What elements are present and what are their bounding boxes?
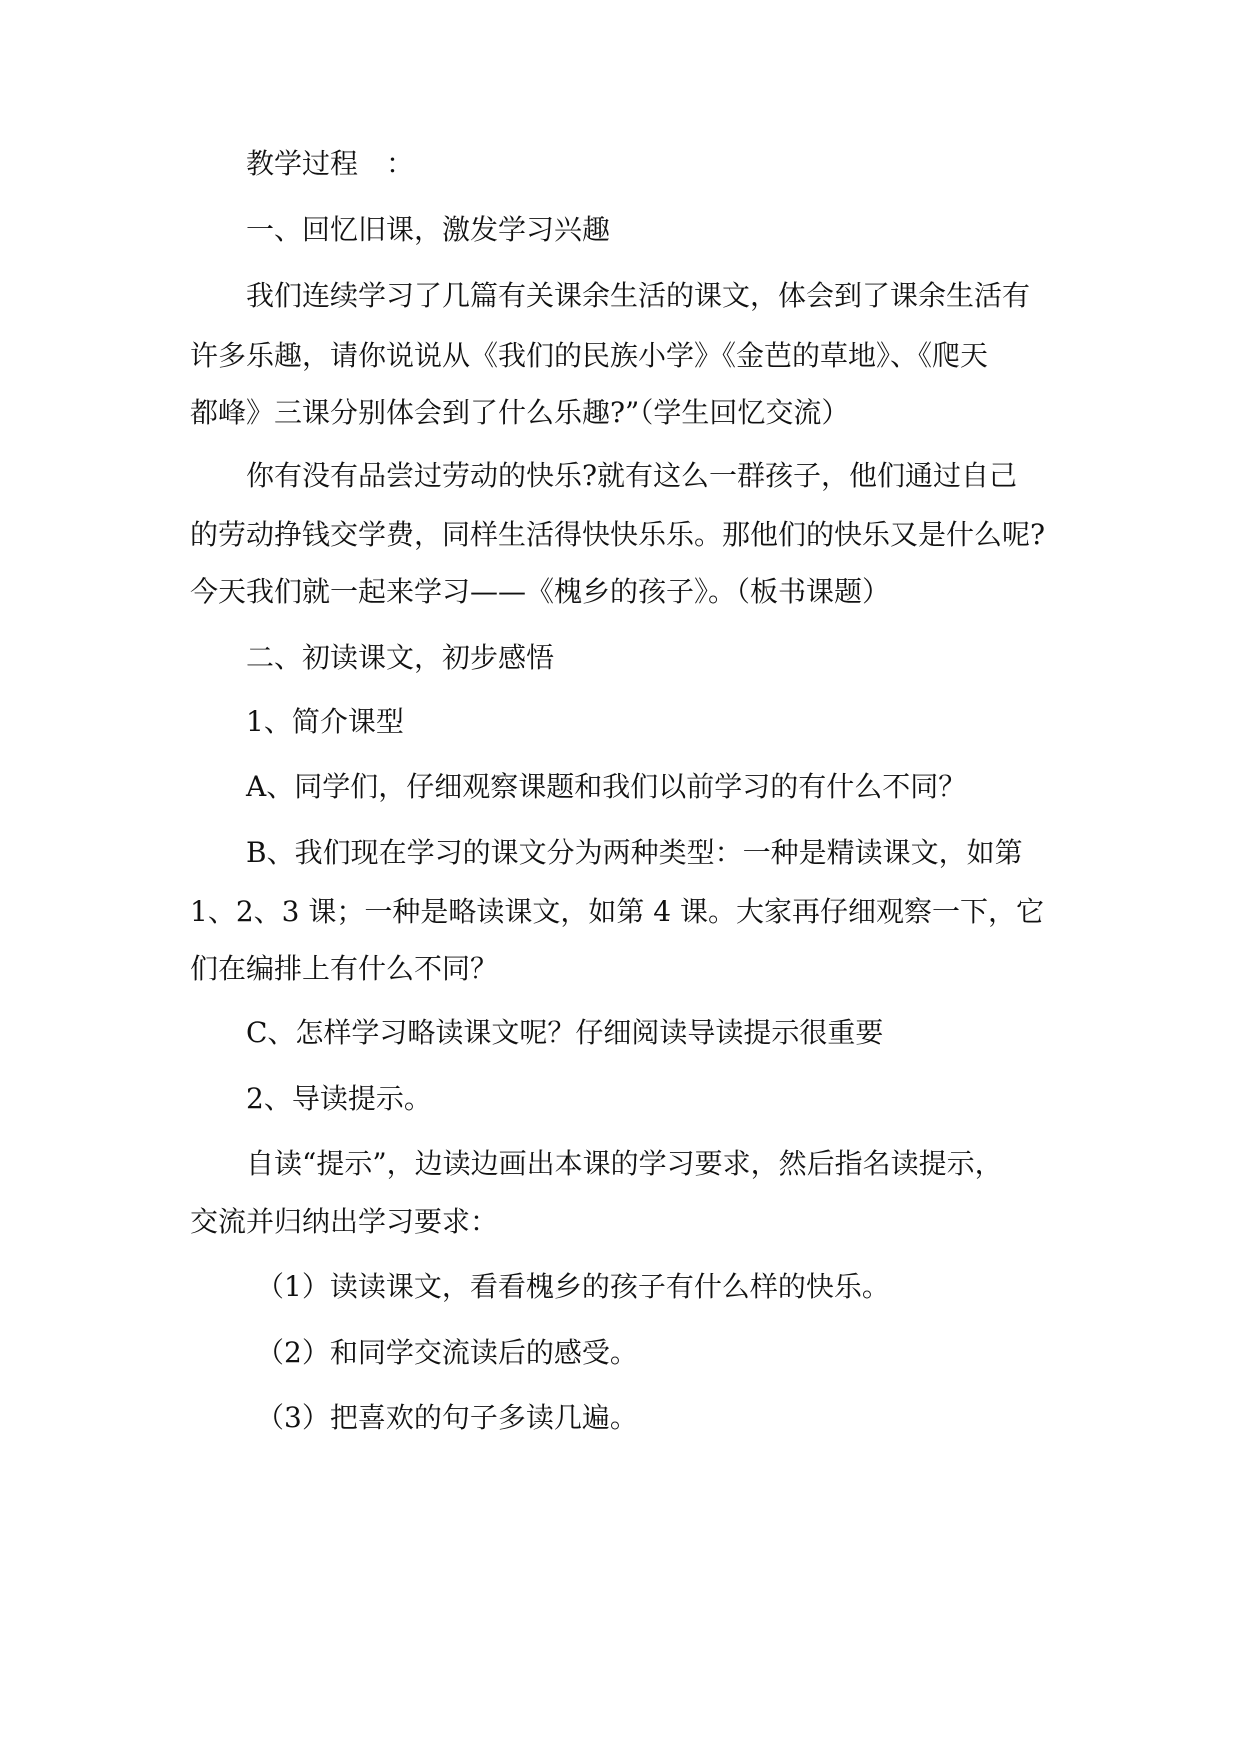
paragraph-2-line-2: 的劳动挣钱交学费，同样生活得快快乐乐。那他们的快乐又是什么呢?	[190, 518, 1046, 551]
item-b-line-1: B、我们现在学习的课文分为两种类型：一种是精读课文，如第	[246, 836, 1023, 869]
item-c: C、怎样学习略读课文呢？仔细阅读导读提示很重要	[246, 1016, 884, 1049]
paragraph-3-line-1: 自读“提示”，边读边画出本课的学习要求，然后指名读提示，	[246, 1147, 1003, 1180]
paragraph-1-line-1: 我们连续学习了几篇有关课余生活的课文，体会到了课余生活有	[246, 279, 1031, 312]
requirement-1: （1）读读课文，看看槐乡的孩子有什么样的快乐。	[256, 1270, 890, 1303]
paragraph-2-line-3: 今天我们就一起来学习——《槐乡的孩子》。（板书课题）	[190, 575, 891, 608]
item-1: 1、简介课型	[246, 705, 404, 738]
item-2: 2、导读提示。	[246, 1082, 432, 1115]
item-a: A、同学们，仔细观察课题和我们以前学习的有什么不同？	[246, 770, 967, 803]
requirement-2: （2）和同学交流读后的感受。	[256, 1336, 638, 1369]
paragraph-1-line-2: 许多乐趣，请你说说从《我们的民族小学》《金芭的草地》、《爬天	[190, 339, 989, 372]
paragraph-1-line-3: 都峰》三课分别体会到了什么乐趣?”（学生回忆交流）	[190, 396, 850, 429]
paragraph-2-line-1: 你有没有品尝过劳动的快乐?就有这么一群孩子，他们通过自己	[246, 459, 1018, 492]
section-title-1: 一、回忆旧课，激发学习兴趣	[246, 213, 611, 246]
paragraph-3-line-2: 交流并归纳出学习要求：	[190, 1205, 499, 1238]
requirement-3: （3）把喜欢的句子多读几遍。	[256, 1401, 638, 1434]
heading-teaching-process: 教学过程 ：	[246, 147, 415, 180]
item-b-line-2: 1、2、3 课；一种是略读课文，如第 4 课。大家再仔细观察一下，它	[190, 895, 1044, 928]
section-title-2: 二、初读课文，初步感悟	[246, 641, 555, 674]
item-b-line-3: 们在编排上有什么不同？	[190, 952, 499, 985]
